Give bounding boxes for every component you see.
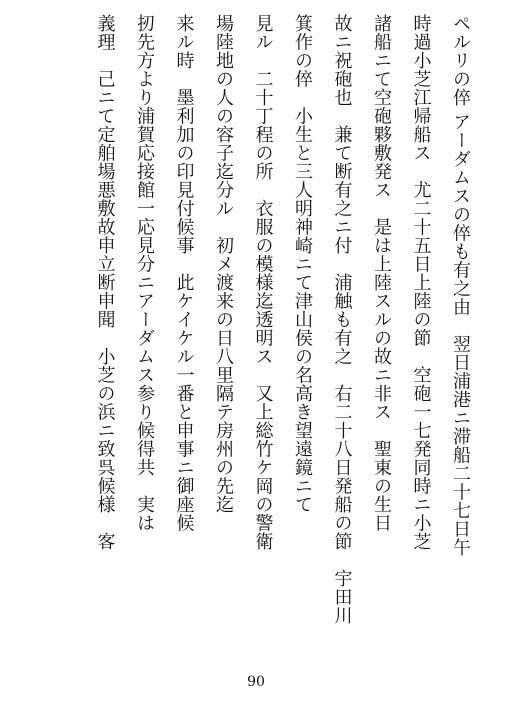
text-line-6: 見ル 二十丁程の所 衣服の模様迄透明ス 又上総竹ケ岡の警衛: [252, 14, 274, 551]
text-line-9: 扨先方より浦賀応接館一応見分ニアーダムス参り候得共 実は: [134, 14, 155, 532]
text-line-8: 来ル時 墨利加の印見付候事 此ケイケル一番と申事ニ御座候: [173, 14, 195, 532]
text-line-7: 場陸地の人の容子迄分ル 初メ渡来の日八里隔テ房州の先迄: [213, 14, 234, 514]
text-line-5: 箕作の倅 小生と三人明神崎ニて津山侯の名高き望遠鏡ニて: [292, 14, 313, 514]
text-line-3: 諸船ニて空砲夥敷発ス 是は上陸スルの故ニ非ス 聖東の生日: [371, 14, 392, 532]
text-line-4: 故ニ祝砲也 兼て断有之ニ付 浦触も有之 右二十八日発船の節 宇田川: [331, 14, 353, 625]
text-line-10: 義理 己ニて定舶場悪敷故申立断申聞 小芝の浜ニ致呉候様 客: [94, 14, 116, 551]
text-line-1: ペルリの倅 アーダムスの倅も有之由 翌日浦港ニ滞船二十七日午: [450, 14, 471, 557]
page-number: 90: [247, 674, 265, 690]
vertical-text-block: [85, 14, 480, 625]
text-line-2: 時過小芝江帰船ス 尤二十五日上陸の節 空砲一七発同時ニ小芝: [410, 14, 432, 551]
